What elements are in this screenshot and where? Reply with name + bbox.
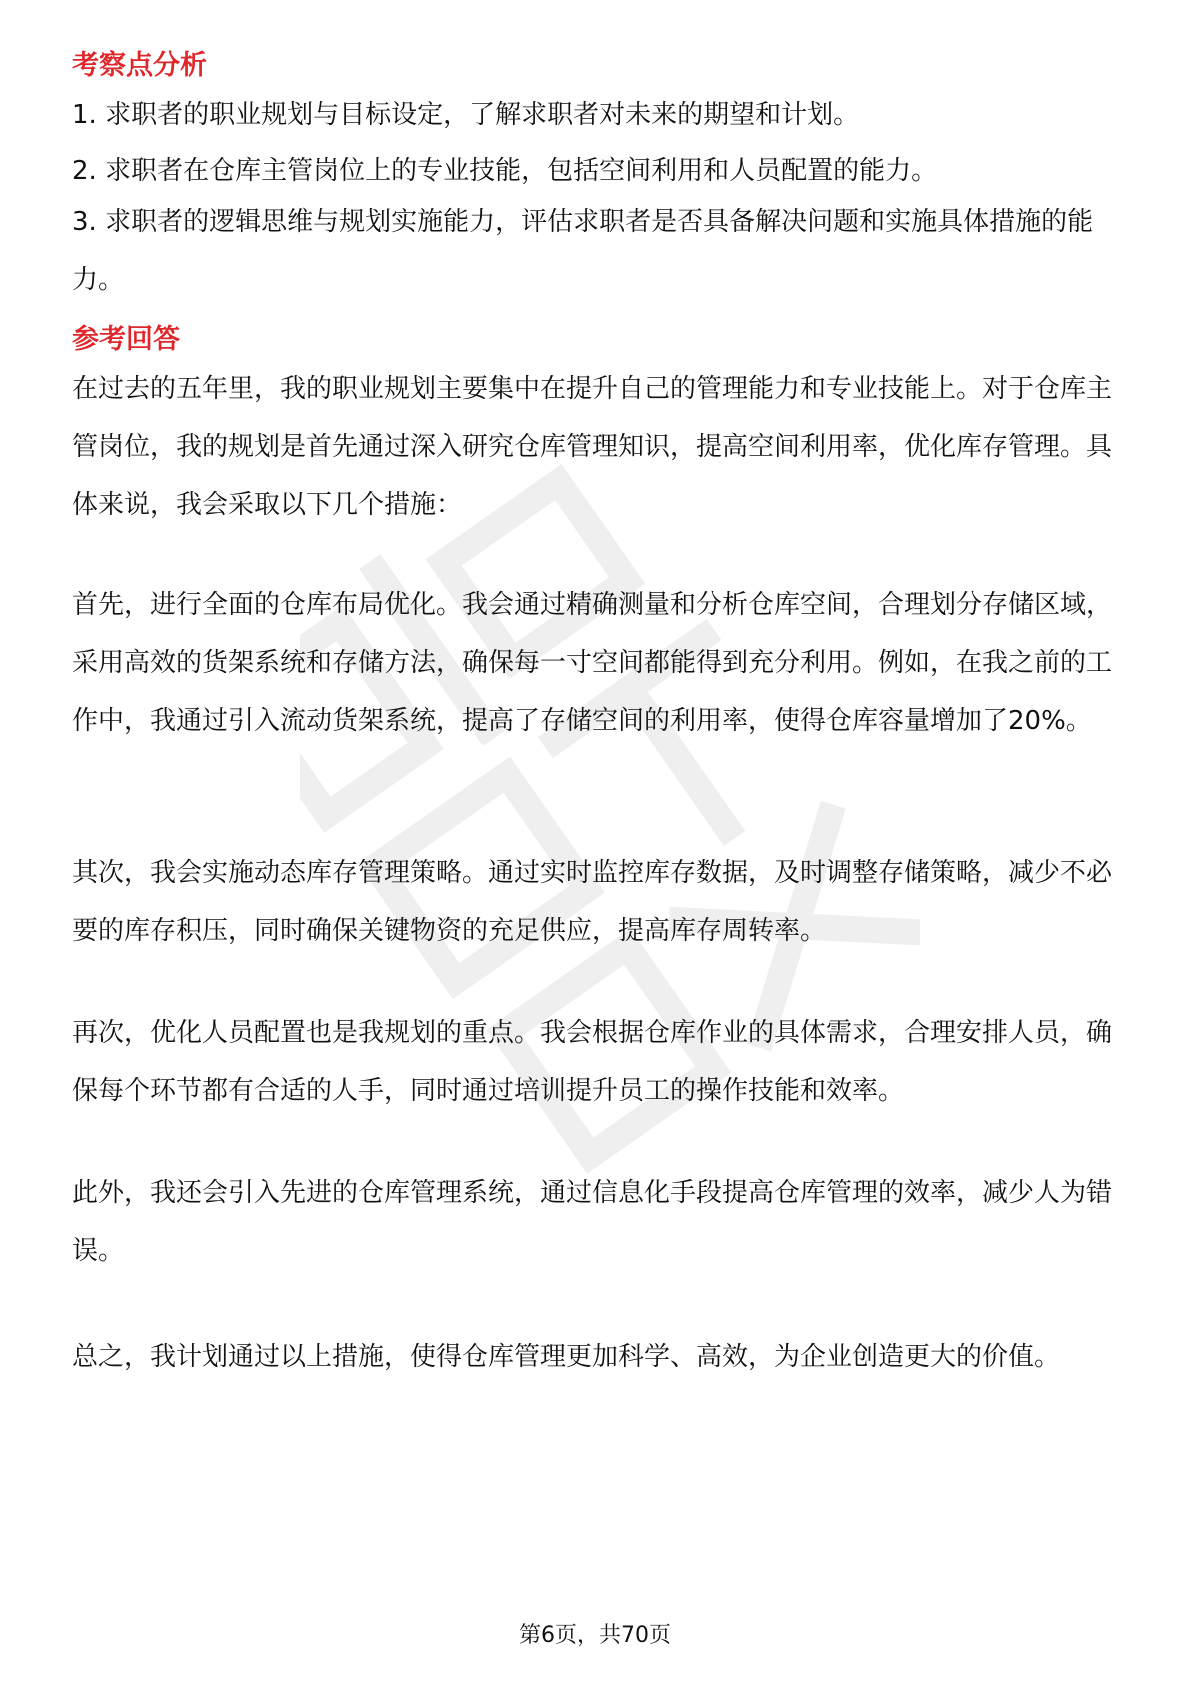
answer-paragraph-1: 在过去的五年里，我的职业规划主要集中在提升自己的管理能力和专业技能上。对于仓库主管岗位，我的规划是首先通过深入研究仓库管理知识，提高空间利用率，优化库存管理。具体来说，我会采取以下几个措施： — [72, 374, 1113, 520]
page-number: 第6页，共70页 — [519, 1623, 671, 1648]
answer-paragraph-4: 再次，优化人员配置也是我规划的重点。我会根据仓库作业的具体需求，合理安排人员，确保每个环节都有合适的人手，同时通过培训提升员工的操作技能和效率。 — [72, 1018, 1113, 1106]
analysis-item-2: 2. 求职者在仓库主管岗位上的专业技能，包括空间利用和人员配置的能力。 — [72, 156, 938, 186]
analysis-item-3: 3. 求职者的逻辑思维与规划实施能力，评估求职者是否具备解决问题和实施具体措施的能力。 — [72, 207, 1094, 295]
section-title-analysis: 考察点分析 — [72, 50, 207, 81]
section-title-answer: 参考回答 — [72, 324, 180, 355]
answer-paragraph-6: 总之，我计划通过以上措施，使得仓库管理更加科学、高效，为企业创造更大的价值。 — [72, 1342, 1061, 1372]
answer-paragraph-3: 其次，我会实施动态库存管理策略。通过实时监控库存数据，及时调整存储策略，减少不必要的库存积压，同时确保关键物资的充足供应，提高库存周转率。 — [72, 858, 1113, 946]
answer-paragraph-2: 首先，进行全面的仓库布局优化。我会通过精确测量和分析仓库空间，合理划分存储区域，采用高效的货架系统和存储方法，确保每一寸空间都能得到充分利用。例如，在我之前的工作中，我通过引入流动货架系统，提高了存储空间的利用率，使得仓库容量增加了20%。 — [72, 590, 1113, 736]
answer-paragraph-5: 此外，我还会引入先进的仓库管理系统，通过信息化手段提高仓库管理的效率，减少人为错误。 — [72, 1178, 1113, 1266]
analysis-item-1: 1. 求职者的职业规划与目标设定，了解求职者对未来的期望和计划。 — [72, 100, 860, 130]
